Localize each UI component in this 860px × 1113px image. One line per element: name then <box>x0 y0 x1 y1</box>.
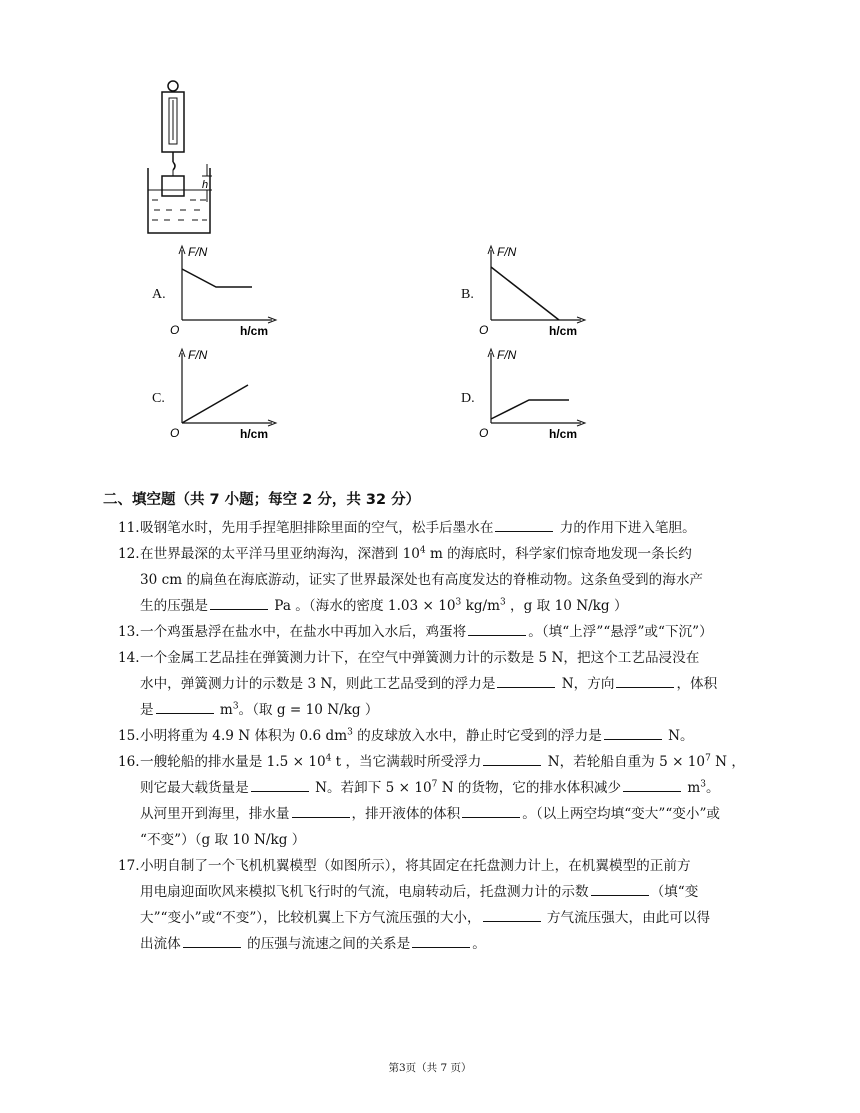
question-number: 11. <box>118 520 140 536</box>
answer-blank[interactable] <box>495 517 553 532</box>
answer-blank[interactable] <box>412 933 470 948</box>
answer-blank[interactable] <box>623 777 681 792</box>
origin-label: O <box>479 323 489 337</box>
answer-blank[interactable] <box>483 751 541 766</box>
apparatus-figure <box>140 78 230 243</box>
section-title: 二、填空题（共 7 小题；每空 2 分，共 32 分） <box>103 492 421 508</box>
option-a-label: A. <box>152 287 166 302</box>
h-label: h <box>202 179 209 191</box>
question-number: 12. <box>118 546 140 562</box>
answer-blank[interactable] <box>156 699 214 714</box>
graph-d <box>477 345 597 440</box>
answer-blank[interactable] <box>483 907 541 922</box>
graph-a <box>168 242 288 337</box>
question-number: 13. <box>118 624 140 640</box>
question-13: 13. 一个鸡蛋悬浮在盐水中，在盐水中再加入水后，鸡蛋将 。（填“上浮”“悬浮”或“下沉”） <box>118 619 778 645</box>
question-14: 14. 一个金属工艺品挂在弹簧测力计下，在空气中弹簧测力计的示数是 5 N，把这个工艺品浸没在 水中，弹簧测力计的示数是 3 N，则此工艺品受到的浮力是 N，方向 ，体积 是 $m^3$。（取 g = 10 N/kg ） <box>118 645 778 723</box>
graph-c <box>168 345 288 440</box>
answer-blank[interactable] <box>604 725 662 740</box>
question-number: 16. <box>118 754 140 770</box>
answer-blank[interactable] <box>183 933 241 948</box>
x-axis-label: h/cm <box>549 324 578 337</box>
y-axis-label: F/N <box>497 348 517 362</box>
option-c-label: C. <box>152 391 165 406</box>
page-footer: 第3页（共 7 页） <box>388 1062 472 1074</box>
question-number: 17. <box>118 858 140 874</box>
y-axis-label: F/N <box>188 245 208 259</box>
origin-label: O <box>170 426 180 440</box>
answer-blank[interactable] <box>468 621 526 636</box>
answer-blank[interactable] <box>251 777 309 792</box>
answer-blank[interactable] <box>210 595 268 610</box>
answer-blank[interactable] <box>497 673 555 688</box>
question-number: 15. <box>118 728 140 744</box>
question-11: 11. 吸钢笔水时，先用手捏笔胆排除里面的空气，松手后墨水在 力的作用下进入笔胆。 <box>118 515 778 541</box>
question-17: 17. 小明自制了一个飞机机翼模型（如图所示），将其固定在托盘测力计上，在机翼模型的正前方 用电扇迎面吹风来模拟飞机飞行时的气流，电扇转动后，托盘测力计的示数 （填“变 大”“变小”或“不变”），比较机翼上下方气流压强的大小， 方气流压强大，由此可以得 出流体 的压强与流速之间的关系是 。 <box>118 853 778 957</box>
x-axis-label: h/cm <box>240 324 269 337</box>
option-d-label: D. <box>461 391 475 406</box>
x-axis-label: h/cm <box>549 427 578 440</box>
answer-blank[interactable] <box>616 673 674 688</box>
y-axis-label: F/N <box>497 245 517 259</box>
question-15: 15. 小明将重为 4.9 N 体积为 0.6 $dm^3$ 的皮球放入水中，静止时它受到的浮力是 N。 <box>118 723 778 749</box>
origin-label: O <box>170 323 180 337</box>
question-16: 16. 一艘轮船的排水量是 $1.5 \times 10^4$ t ，当它满载时所受浮力 N，若轮船自重为 $5 \times 10^7$ N ， 则它最大载货量是 N。若卸下 $5 \times 10^7$ N 的货物，它的排水体积减少 $m^3$。 从河里开到海里，排水量 ，排开液体的体积 。（以上两空均填“变大”“变小”或 “不变”）（g 取 10 N/kg ） <box>118 749 778 853</box>
answer-blank[interactable] <box>292 803 350 818</box>
y-axis-label: F/N <box>188 348 208 362</box>
origin-label: O <box>479 426 489 440</box>
x-axis-label: h/cm <box>240 427 269 440</box>
question-12: 12. 在世界最深的太平洋马里亚纳海沟，深潜到 $10^4$ m 的海底时，科学家们惊奇地发现一条长约 30 cm 的扁鱼在海底游动，证实了世界最深处也有高度发达的脊椎动物。这条鱼受到的海水产 生的压强是 Pa 。（海水的密度 $1.03 \times 10^3$ $kg/m^3$ ，g 取 10 N/kg ） <box>118 541 778 619</box>
answer-blank[interactable] <box>591 881 649 896</box>
question-number: 14. <box>118 650 140 666</box>
graph-b <box>477 242 597 337</box>
option-b-label: B. <box>461 287 474 302</box>
answer-blank[interactable] <box>462 803 520 818</box>
